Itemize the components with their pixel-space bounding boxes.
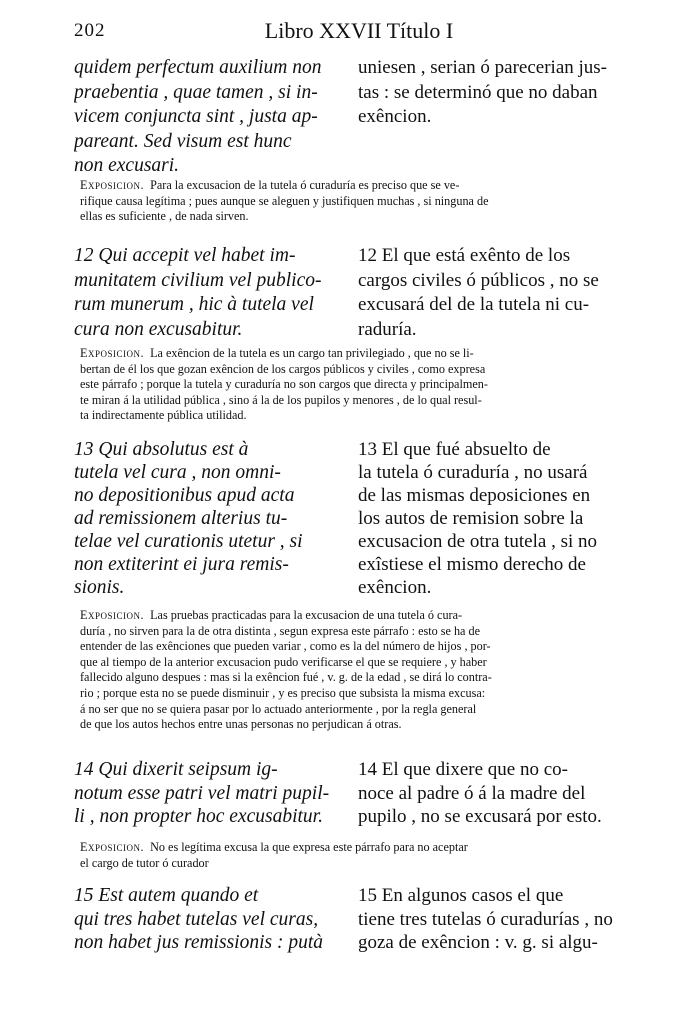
spanish-text <box>358 884 620 955</box>
text-line: el cargo de tutor ó curador <box>80 855 209 870</box>
text-line: duría , no sirven para la de otra distinta , segun expresa este párrafo : esto se ha de <box>80 623 481 638</box>
text-line: notum esse patri vel matri pupil- <box>74 782 330 804</box>
text-line: excusará del de la tutela ni cu- <box>358 294 590 315</box>
exposition-label: Exposicion. <box>80 608 144 622</box>
text-line: 15 Est autem quando et <box>74 885 259 906</box>
text-line: munitatem civilium vel publico- <box>74 269 322 291</box>
text-line: Las pruebas practicadas para la excusacion de una tutela ó cura- <box>150 608 463 622</box>
text-line: pareant. Sed visum est hunc <box>74 130 292 152</box>
text-line: telae vel curationis utetur , si <box>74 531 303 552</box>
text-line: 12 El que está exênto de los <box>358 245 571 266</box>
text-line: 12 Qui accepit vel habet im- <box>74 245 296 266</box>
text-line: tiene tres tutelas ó curadurías , no <box>358 908 613 930</box>
text-line: rum munerum , hic à tutela vel <box>74 294 314 315</box>
text-line: qui tres habet tutelas vel curas, <box>74 908 319 930</box>
text-line: uniesen , serian ó parecerian jus- <box>358 57 608 78</box>
exposition <box>80 608 616 733</box>
text-line: non excusari. <box>74 155 180 176</box>
text-line: sionis. <box>74 577 125 598</box>
text-line: tutela vel cura , non omni- <box>74 462 281 483</box>
text-line: exîstiese el mismo derecho de <box>358 554 586 575</box>
text-line: No es legítima excusa la que expresa este párrafo para no aceptar <box>150 840 468 854</box>
exposition-label: Exposicion. <box>80 840 144 854</box>
text-line: ad remissionem alterius tu- <box>74 508 288 529</box>
text-line: ellas es suficiente , de nada sirven. <box>80 209 249 224</box>
text-line: de que los autos hechos entre unas personas no perjudican á otras. <box>80 717 402 732</box>
text-line: no depositionibus apud acta <box>74 485 295 506</box>
text-line: 15 En algunos casos el que <box>358 885 564 906</box>
text-line: bertan de él los que gozan exêncion de los cargos públicos y civiles , como expresa <box>80 361 486 376</box>
text-line: 14 Qui dixerit seipsum ig- <box>74 759 278 780</box>
text-line: rifique causa legítima ; pues aunque se aleguen y justifiquen muchas , si ninguna de <box>80 193 489 208</box>
text-line: este párrafo ; porque la tutela y curaduría no son cargos que directa y principalmen- <box>80 377 488 392</box>
spanish-text <box>358 244 620 342</box>
page-header <box>74 18 624 46</box>
exposition <box>80 178 616 225</box>
page-number: 202 <box>74 20 106 41</box>
text-line: pupilo , no se excusará por esto. <box>358 806 602 827</box>
text-line: 13 El que fué absuelto de <box>358 439 551 460</box>
text-line: li , non propter hoc excusabitur. <box>74 806 323 827</box>
text-line: non habet jus remissionis : putà <box>74 932 323 953</box>
text-line: excusacion de otra tutela , si no <box>358 531 598 552</box>
latin-text <box>74 438 338 599</box>
latin-text <box>74 244 338 342</box>
text-line: la tutela ó curaduría , no usará <box>358 462 588 483</box>
text-line: de las mismas deposiciones en <box>358 485 591 506</box>
spanish-text <box>358 758 620 829</box>
text-line: goza de exêncion : v. g. si algu- <box>358 932 598 953</box>
text-line: rio ; porque esta no se puede disminuir , y es preciso que subsista la misma excusa: <box>80 685 486 700</box>
text-line: que al tiempo de la anterior excusacion pudo verificarse el que se requiere , y haber <box>80 654 487 669</box>
text-line: 13 Qui absolutus est à <box>74 439 249 460</box>
exposition <box>80 840 616 871</box>
text-line: raduría. <box>358 318 417 340</box>
text-line: 14 El que dixere que no co- <box>358 759 568 780</box>
text-line: praebentia , quae tamen , si in- <box>74 81 318 103</box>
exposition <box>80 346 616 424</box>
text-line: ta indirectamente pública utilidad. <box>80 408 247 423</box>
text-line: La exêncion de la tutela es un cargo tan privilegiado , que no se li- <box>150 346 474 360</box>
latin-text <box>74 56 338 179</box>
spanish-text <box>358 56 620 130</box>
text-line: exêncion. <box>358 106 432 127</box>
exposition-label: Exposicion. <box>80 346 144 360</box>
exposition-label: Exposicion. <box>80 178 144 192</box>
latin-text <box>74 758 338 829</box>
text-line: cargos civiles ó públicos , no se <box>358 269 599 291</box>
text-line: Para la excusacion de la tutela ó curaduría es preciso que se ve- <box>150 178 460 192</box>
text-line: noce al padre ó á la madre del <box>358 782 586 804</box>
latin-text <box>74 884 338 955</box>
text-line: exêncion. <box>358 577 432 598</box>
running-title: Libro XXVII Título I <box>264 18 454 43</box>
text-line: cura non excusabitur. <box>74 318 243 340</box>
text-line: non extiterint ei jura remis- <box>74 554 289 575</box>
text-line: entender de las exênciones que pueden variar , como es la del número de hijos , por- <box>80 639 491 654</box>
text-line: te miran á la utilidad pública , sino á la de los pupilos y menores , de lo qual resul- <box>80 392 482 407</box>
text-line: vicem conjuncta sint , justa ap- <box>74 106 318 127</box>
text-line: quidem perfectum auxilium non <box>74 57 322 78</box>
text-line: fallecido alguno despues : mas si la exêncion fué , v. g. de la edad , se dirá lo contra- <box>80 670 492 685</box>
text-line: á no ser que no se quiera pasar por lo actuado anteriormente , por la regla general <box>80 701 477 716</box>
text-line: tas : se determinó que no daban <box>358 81 598 103</box>
spanish-text <box>358 438 620 599</box>
text-line: los autos de remision sobre la <box>358 508 584 529</box>
